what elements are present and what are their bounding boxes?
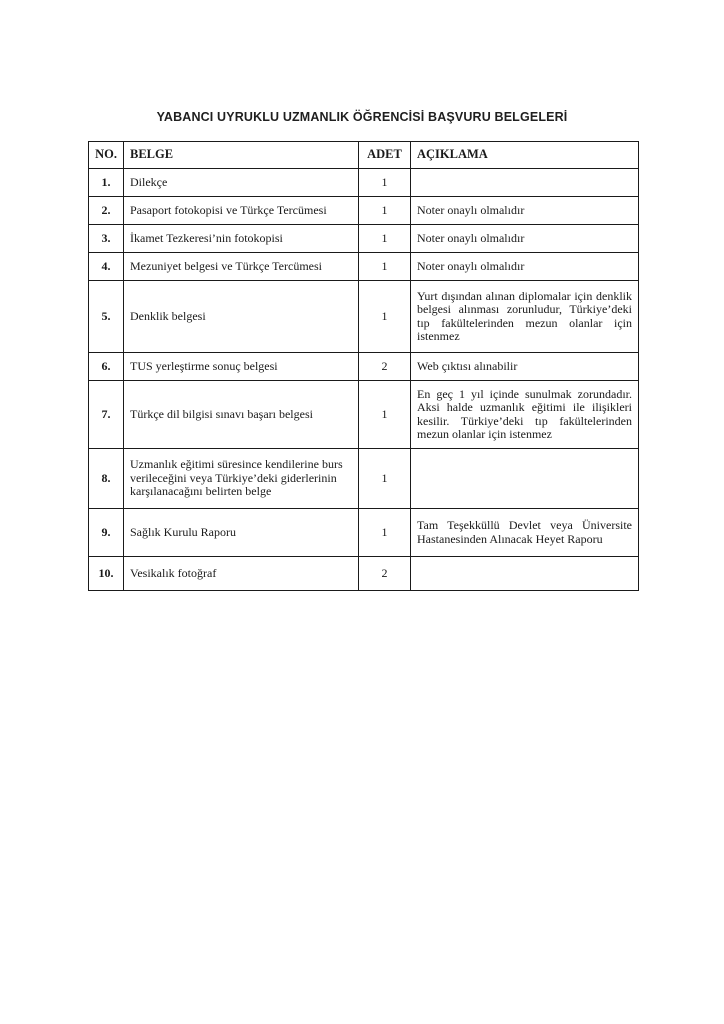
- description-cell: Noter onaylı olmalıdır: [411, 253, 639, 281]
- document-name-cell: Denklik belgesi: [124, 281, 359, 353]
- description-cell: Noter onaylı olmalıdır: [411, 225, 639, 253]
- row-number-cell: 10.: [89, 557, 124, 591]
- row-number-cell: 6.: [89, 353, 124, 381]
- document-name-cell: TUS yerleştirme sonuç belgesi: [124, 353, 359, 381]
- description-cell: Tam Teşekküllü Devlet veya Üniversite Hastanesinden Alınacak Heyet Raporu: [411, 509, 639, 557]
- quantity-cell: 2: [359, 557, 411, 591]
- quantity-cell: 1: [359, 449, 411, 509]
- description-cell: [411, 449, 639, 509]
- table-row: [89, 509, 639, 557]
- quantity-cell: 1: [359, 197, 411, 225]
- description-cell: En geç 1 yıl içinde sunulmak zorundadır. Aksi halde uzmanlık eğitimi ile ilişikleri kesilir. Türkiye’deki tıp fakültelerinden mezun olanlar için istenmez: [411, 381, 639, 449]
- document-name-cell: Dilekçe: [124, 169, 359, 197]
- row-number-cell: 7.: [89, 381, 124, 449]
- table-row: [89, 253, 639, 281]
- header-aciklama: AÇIKLAMA: [411, 142, 639, 169]
- document-title: YABANCI UYRUKLU UZMANLIK ÖĞRENCİSİ BAŞVURU BELGELERİ: [156, 110, 568, 124]
- quantity-cell: 2: [359, 353, 411, 381]
- quantity-cell: 1: [359, 509, 411, 557]
- document-name-cell: Mezuniyet belgesi ve Türkçe Tercümesi: [124, 253, 359, 281]
- quantity-cell: 1: [359, 169, 411, 197]
- quantity-cell: 1: [359, 253, 411, 281]
- document-name-cell: Türkçe dil bilgisi sınavı başarı belgesi: [124, 381, 359, 449]
- quantity-cell: 1: [359, 381, 411, 449]
- row-number-cell: 9.: [89, 509, 124, 557]
- document-name-cell: Sağlık Kurulu Raporu: [124, 509, 359, 557]
- document-name-cell: İkamet Tezkeresi’nin fotokopisi: [124, 225, 359, 253]
- row-number-cell: 1.: [89, 169, 124, 197]
- description-cell: Yurt dışından alınan diplomalar için denklik belgesi alınması zorunludur, Türkiye’deki tıp fakültelerinden mezun olanlar için istenmez: [411, 281, 639, 353]
- header-belge: BELGE: [124, 142, 359, 169]
- application-documents-table: [88, 141, 639, 591]
- row-number-cell: 4.: [89, 253, 124, 281]
- row-number-cell: 8.: [89, 449, 124, 509]
- table-row: [89, 449, 639, 509]
- table-row: [89, 557, 639, 591]
- description-cell: Noter onaylı olmalıdır: [411, 197, 639, 225]
- table-row: [89, 169, 639, 197]
- description-cell: [411, 169, 639, 197]
- table-row: [89, 197, 639, 225]
- table-row: [89, 225, 639, 253]
- document-name-cell: Pasaport fotokopisi ve Türkçe Tercümesi: [124, 197, 359, 225]
- row-number-cell: 2.: [89, 197, 124, 225]
- description-cell: [411, 557, 639, 591]
- description-cell: Web çıktısı alınabilir: [411, 353, 639, 381]
- table-header-row: [89, 142, 639, 169]
- header-no: NO.: [89, 142, 124, 169]
- document-name-cell: Uzmanlık eğitimi süresince kendilerine burs verileceğini veya Türkiye’deki giderlerinin karşılanacağını belirten belge: [124, 449, 359, 509]
- row-number-cell: 3.: [89, 225, 124, 253]
- header-adet: ADET: [359, 142, 411, 169]
- quantity-cell: 1: [359, 281, 411, 353]
- quantity-cell: 1: [359, 225, 411, 253]
- table-row: [89, 281, 639, 353]
- document-name-cell: Vesikalık fotoğraf: [124, 557, 359, 591]
- row-number-cell: 5.: [89, 281, 124, 353]
- table-row: [89, 381, 639, 449]
- table-row: [89, 353, 639, 381]
